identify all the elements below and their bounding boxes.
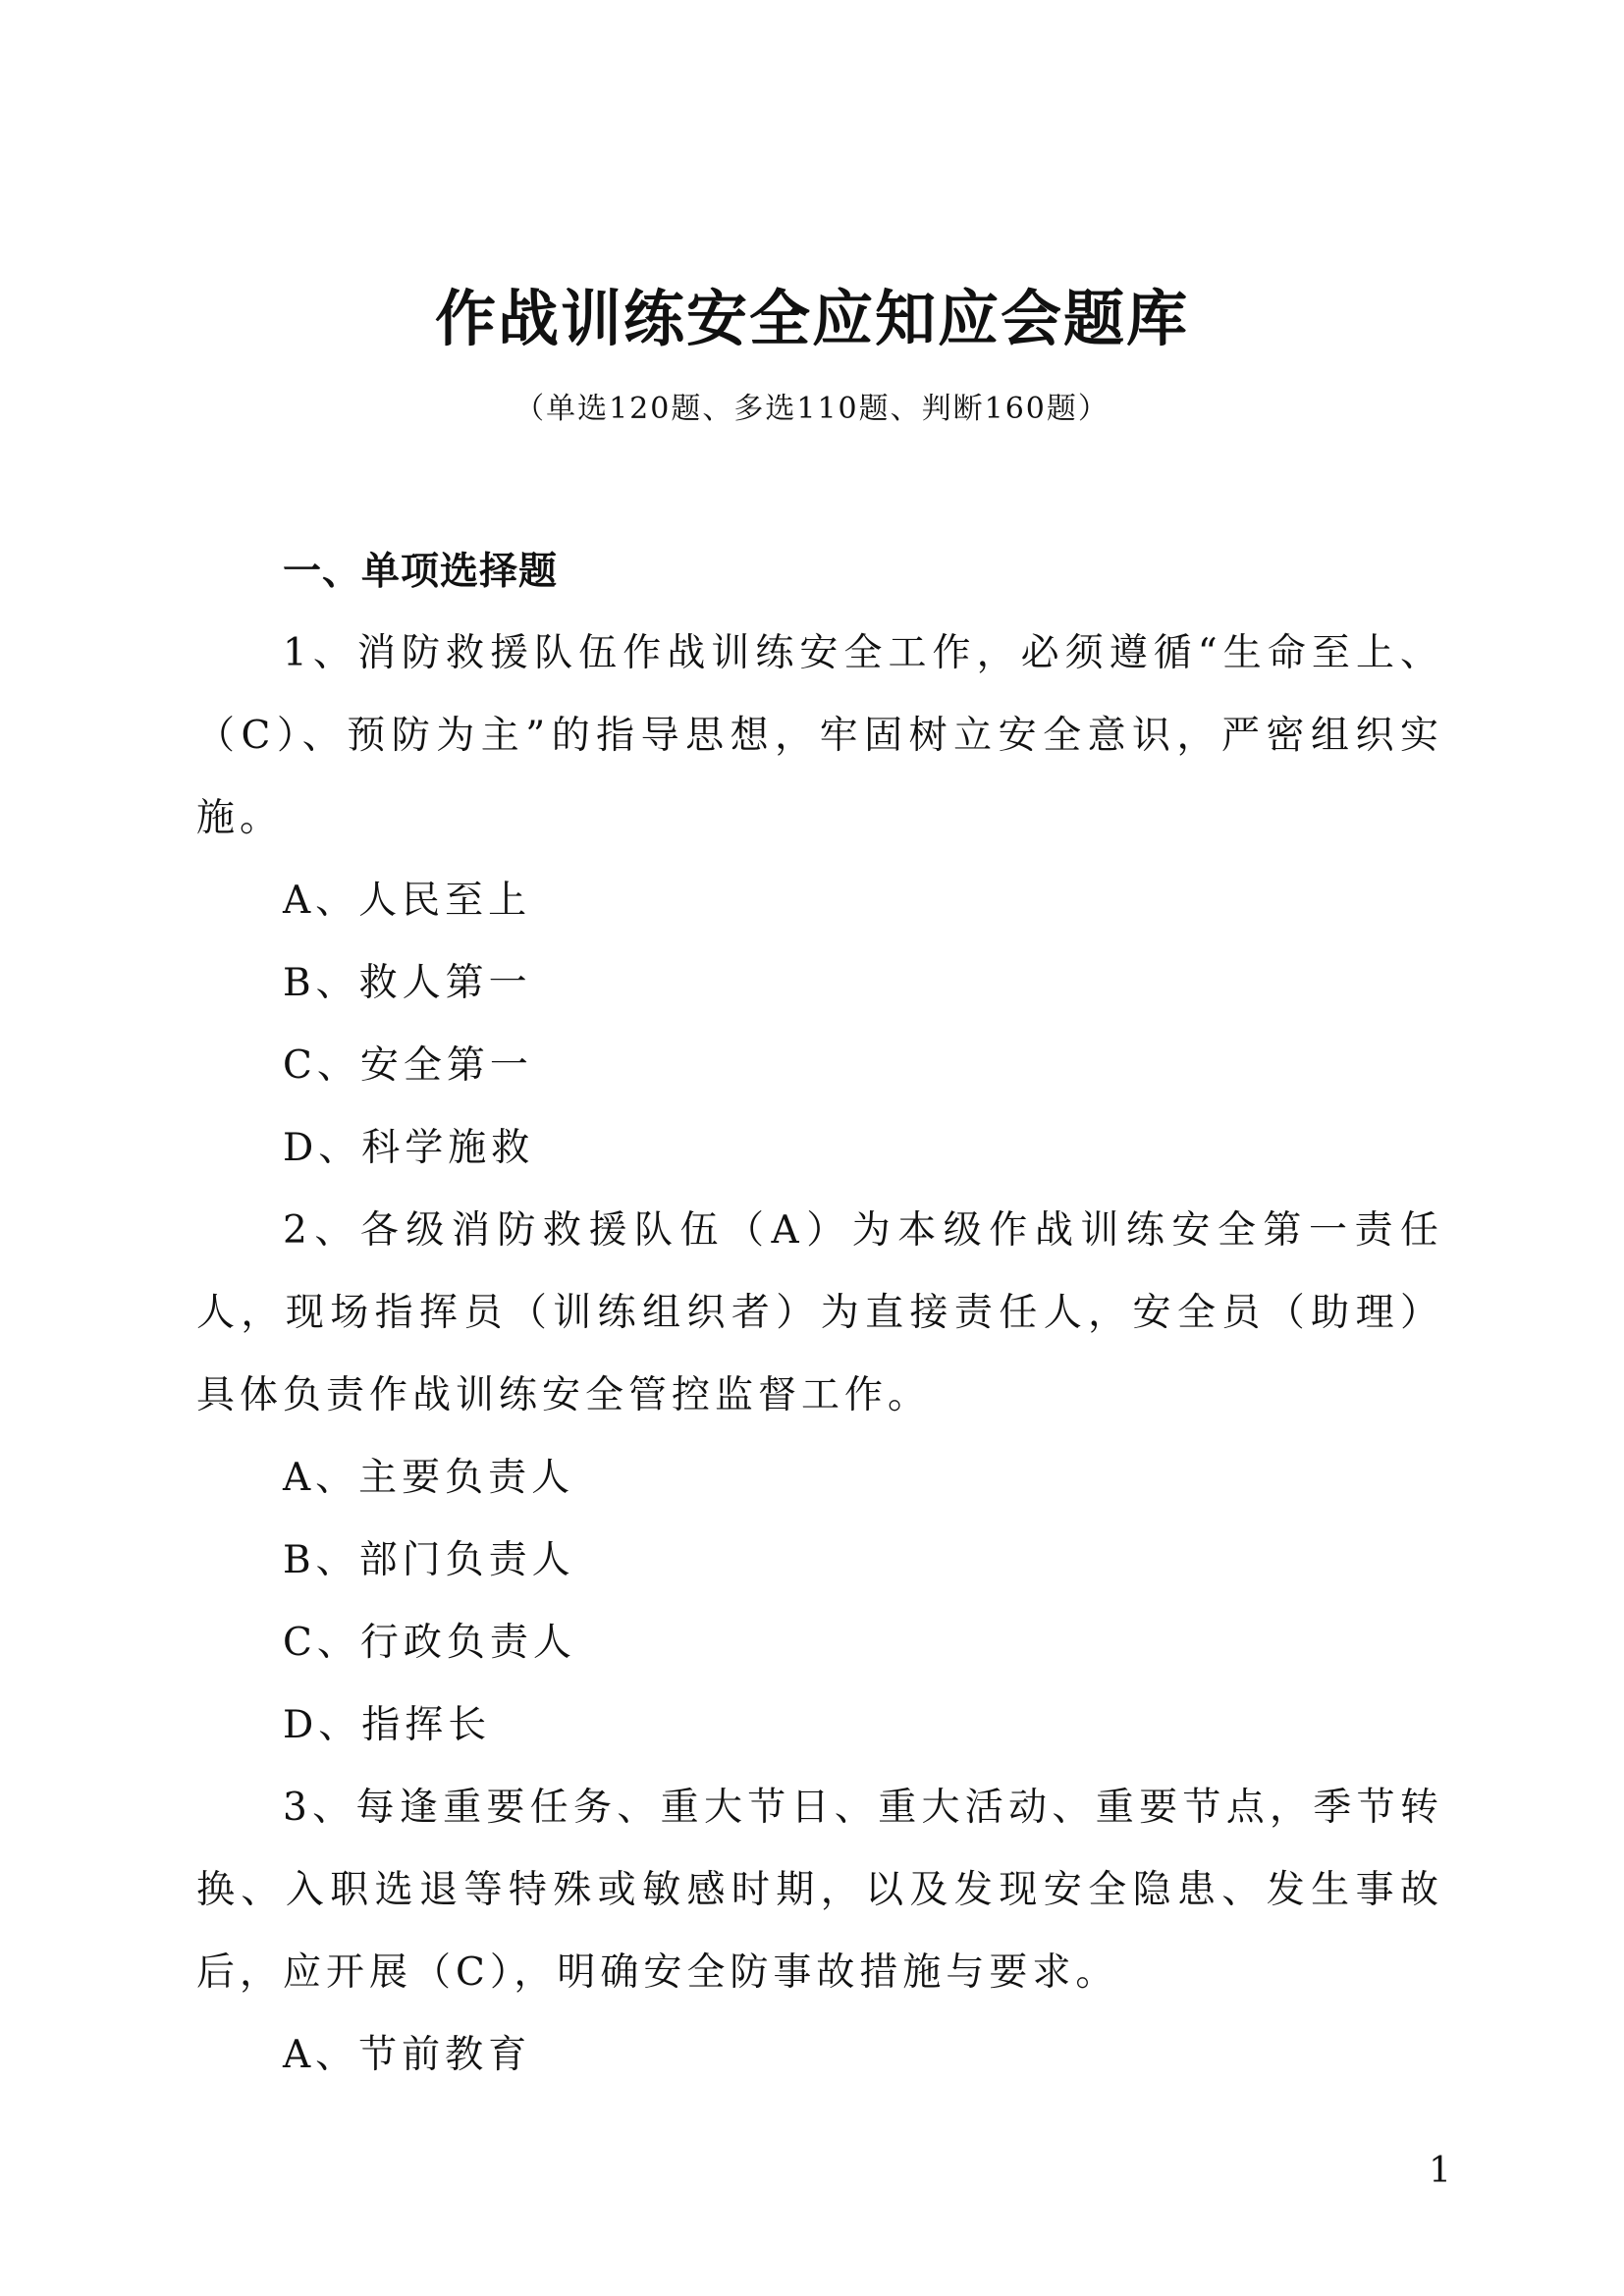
- question-text: 3、每逢重要任务、重大节日、重大活动、重要节点，季节转换、入职选退等特殊或敏感时期，以及发现安全隐患、发生事故后，应开展（C），明确安全防事故措施与要求。: [196, 1786, 1443, 1995]
- question-text: 1、消防救援队伍作战训练安全工作，必须遵循“生命至上、（C）、预防为主”的指导思想，牢固树立安全意识，严密组织实施。: [196, 631, 1443, 840]
- page-number: 1: [1429, 2151, 1451, 2191]
- question-2: [196, 1190, 1443, 1767]
- option-a: A、主要负责人: [283, 1456, 575, 1500]
- option-b: B、部门负责人: [283, 1538, 575, 1582]
- option-c: C、行政负责人: [283, 1621, 576, 1665]
- option-a: A、节前教育: [283, 2033, 532, 2077]
- section-heading: 一、单项选择题: [283, 549, 559, 594]
- option-b: B、救人第一: [283, 961, 532, 1005]
- option-d: D、指挥长: [283, 1703, 492, 1747]
- question-text: 2、各级消防救援队伍（A）为本级作战训练安全第一责任人，现场指挥员（训练组织者）为直接责任人，安全员（助理）具体负责作战训练安全管控监督工作。: [196, 1208, 1443, 1417]
- option-d: D、科学施救: [283, 1126, 535, 1170]
- option-a: A、人民至上: [283, 879, 532, 923]
- document-subtitle: （单选120题、多选110题、判断160题）: [514, 392, 1110, 426]
- document-title: 作战训练安全应知应会题库: [434, 283, 1189, 354]
- option-c: C、安全第一: [283, 1043, 533, 1088]
- document-body: [196, 530, 1443, 2097]
- question-1: [196, 613, 1443, 1190]
- question-3: [196, 1767, 1443, 2097]
